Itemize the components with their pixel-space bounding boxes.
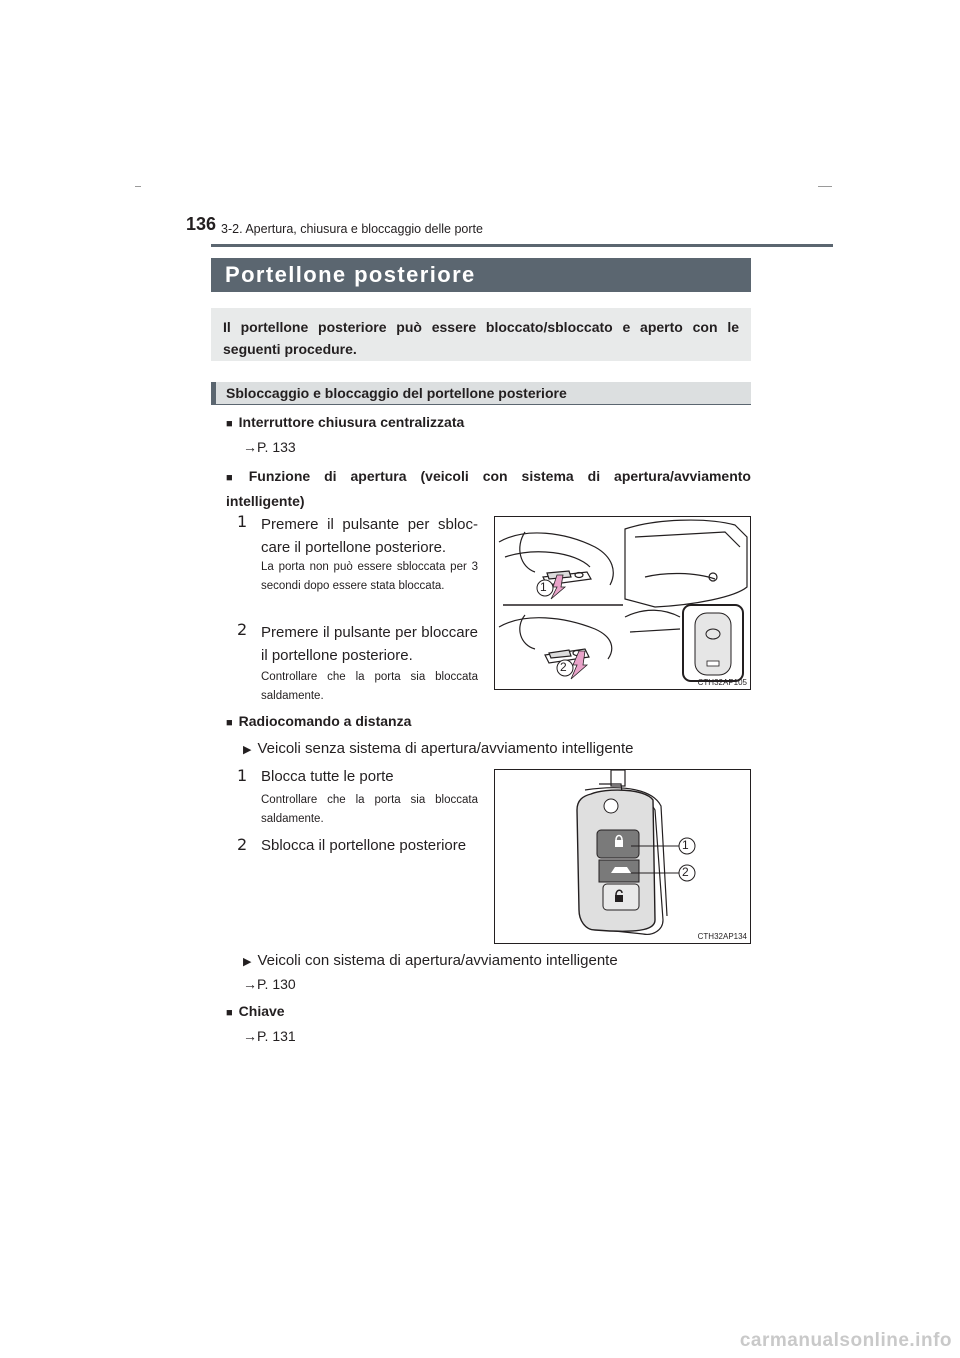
heading-key: ■ Chiave [226, 1003, 285, 1019]
square-bullet-icon: ■ [226, 418, 233, 430]
ref-remote-with-smart[interactable]: →P. 130 [243, 976, 296, 992]
triangle-bullet-icon: ▶ [243, 744, 252, 756]
remote-figure-code: CTH32AP134 [697, 932, 747, 941]
step-note-2: Controllare che la porta sia bloccata saldamente. [261, 671, 478, 702]
arrow-icon: → [243, 976, 257, 992]
arrow-icon: → [243, 1028, 257, 1044]
header-rule [211, 244, 833, 247]
callout-1: 1 [540, 580, 547, 594]
remote-step-text-1: Blocca tutte le porte [261, 768, 394, 785]
remote-illustration [495, 770, 750, 943]
figure-code: CTH32AP105 [697, 678, 747, 687]
remote-step-text-2: Sblocca il portellone posteriore [261, 837, 467, 854]
remote-step-number-2: 2 [237, 835, 248, 854]
remote-without-smart: ▶ Veicoli senza sistema di apertura/avviamento intelligente [243, 740, 634, 757]
heading-remote: ■ Radiocomando a distanza [226, 713, 412, 729]
heading-smart-entry: ■ Funzione di apertura (veicoli con sistema di apertura/avviamento intelligente) [226, 468, 751, 509]
arrow-icon: → [243, 439, 257, 455]
triangle-bullet-icon: ▶ [243, 956, 252, 968]
ref-central-lock[interactable]: →P. 133 [243, 439, 296, 455]
tailgate-illustration [495, 517, 750, 689]
callout-2: 2 [560, 660, 567, 674]
step-text-2: Premere il pulsante per bloccare il portellone posteriore. [261, 624, 478, 664]
running-header: 3-2. Apertura, chiusura e bloccaggio delle porte [221, 222, 483, 236]
remote-with-smart: ▶ Veicoli con sistema di apertura/avviamento intelligente [243, 952, 618, 969]
watermark: carmanualsonline.info [739, 1330, 952, 1351]
heading-central-lock: ■ Interruttore chiusura centralizzata [226, 414, 465, 430]
page-title: Portellone posteriore [211, 258, 751, 292]
ref-key[interactable]: →P. 131 [243, 1028, 296, 1044]
page-number: 136 [186, 214, 217, 234]
smart-key-inset [683, 605, 743, 681]
square-bullet-icon: ■ [226, 1007, 233, 1019]
crop-mark-right [818, 186, 832, 187]
step-text-1: Premere il pulsante per sbloc-care il portellone posteriore. [261, 516, 478, 556]
crop-mark-left [135, 186, 141, 187]
remote-step-number-1: 1 [237, 766, 248, 785]
figure-remote [494, 769, 751, 944]
square-bullet-icon: ■ [226, 717, 233, 729]
subsection-title: Sbloccaggio e bloccaggio del portellone posteriore [211, 382, 751, 405]
step-note-1: La porta non può essere sbloccata per 3 secondi dopo essere stata bloccata. [261, 561, 478, 592]
step-number-1: 1 [237, 512, 248, 531]
remote-callout-2: 2 [682, 865, 689, 879]
figure-tailgate-button [494, 516, 751, 690]
remote-step-note-1: Controllare che la porta sia bloccata saldamente. [261, 794, 478, 825]
step-number-2: 2 [237, 620, 248, 639]
square-bullet-icon: ■ [226, 472, 243, 484]
intro-box: Il portellone posteriore può essere bloccato/sbloccato e aperto con le seguenti procedure. [211, 308, 751, 361]
remote-callout-1: 1 [682, 838, 689, 852]
